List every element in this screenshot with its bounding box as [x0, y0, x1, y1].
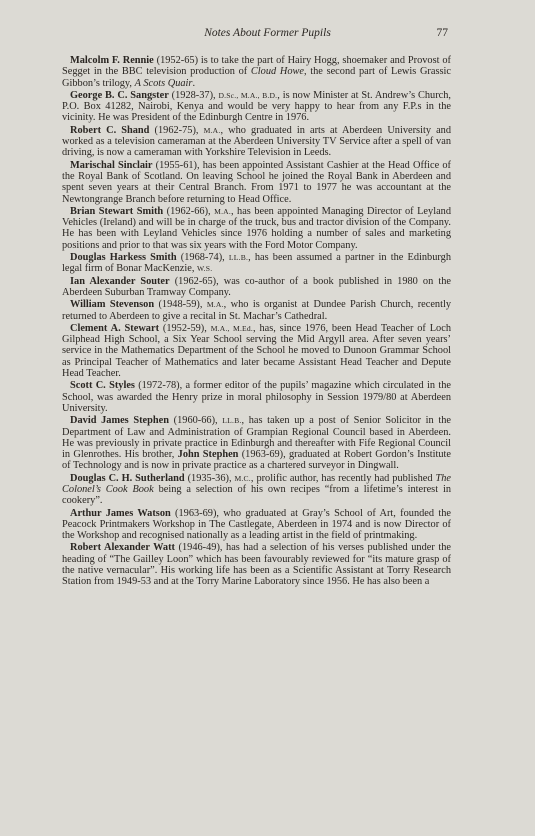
note-text: (1962-75), — [149, 124, 204, 136]
note-text: (1963-69), who graduated at Gray’s School of Art, founded the Peacock Printmakers Workshop in The Castlegate, Aberdeen in 1974 and is now Director of the Workshop and recognised nationally as a leading artist in the field of printmaking. — [62, 507, 451, 542]
note-text: , has taken up a post of Senior Solicitor in the Department of Law and Administration of Grampian Regional Council based in Aberdeen. He was previously in private practice in Edinburgh and thereafter with Fife Regional Council in Glenrothes. His brother, — [62, 415, 452, 461]
pupil-note-entry — [62, 542, 451, 587]
note-text: , is now Minister at St. Andrew’s Church, P.O. Box 41282, Nairobi, Kenya and would be very happy to hear from any F.P.s in the vicinity. He was President of the Edinburgh Centre in 1976. — [62, 89, 451, 124]
note-text: , who graduated in arts at Aberdeen University and worked as a television cameraman at the Aberdeen University TV Service after a spell of van driving, is now a cameraman with Yorkshire Television in Leeds. — [62, 124, 452, 159]
title-italic: The Colonel’s Cook Book — [62, 472, 451, 495]
pupil-name: Ian Alexander Souter — [70, 275, 170, 287]
notes-body — [62, 55, 451, 589]
degree-abbrev: LL.B. — [222, 416, 242, 426]
pupil-note-entry — [62, 160, 451, 205]
pupil-name: Malcolm F. Rennie — [70, 55, 154, 66]
note-text: , has, since 1976, been Head Teacher of Loch Gilphead High School, a Six Year School serving the Mid Argyll area. After seven years’ service in the Mathematics Department of the School he moved to Dunoon Grammar School as Principal Teacher of Mathematics and later became Assistant Head Teacher and Depute Head Teacher. — [62, 322, 451, 380]
pupil-name: John Stephen — [177, 449, 239, 461]
page-number: 77 — [436, 27, 448, 39]
pupil-note-entry — [62, 323, 451, 379]
note-text: , has been assumed a partner in the Edinburgh legal firm of Bonar MacKenzie, — [62, 252, 451, 275]
note-text: (1962-66), — [163, 205, 215, 217]
degree-abbrev: M.A. — [214, 206, 231, 216]
pupil-note-entry — [62, 415, 451, 471]
note-text: (1963-69), graduated at Robert Gordon’s Institute of Technology and is now in private practice as a chartered surveyor in Dingwall. — [62, 449, 451, 472]
pupil-name: Arthur James Watson — [70, 507, 171, 519]
pupil-note-entry — [62, 55, 451, 89]
degree-abbrev: M.A. — [206, 300, 224, 310]
pupil-name: Douglas C. H. Sutherland — [70, 472, 185, 484]
note-text: , who is organist at Dundee Parish Church, recently returned to Aberdeen to give a recital in St. Machar’s Cathedral. — [62, 299, 452, 322]
pupil-name: William Stevenson — [70, 299, 155, 311]
note-text: (1952-59), — [159, 322, 211, 334]
note-text: , prolific author, has recently had published — [250, 472, 436, 484]
pupil-name: Scott C. Styles — [70, 380, 135, 392]
pupil-name: George B. C. Sangster — [70, 89, 169, 101]
pupil-note-entry — [62, 299, 451, 322]
title-italic: A Scots Quair — [134, 77, 193, 89]
degree-abbrev: M.A. — [203, 125, 221, 135]
note-text: (1935-36), — [184, 472, 235, 484]
pupil-note-entry — [62, 125, 451, 159]
note-text: (1946-49), has had a selection of his verses published under the heading of “The Gailley Loon” which has been favourably reviewed for “its mature grasp of the native vernacular”. His working life has been as a Scientific Assistant at Torry Research Station from 1949-53 and at the Torry Marine Laboratory since 1956. He has also been a — [62, 542, 451, 588]
pupil-note-entry — [62, 380, 451, 414]
pupil-name: David James Stephen — [70, 415, 169, 427]
pupil-name: Marischal Sinclair — [70, 159, 153, 171]
pupil-name: Robert Alexander Watt — [70, 542, 175, 554]
degree-abbrev: W.S. — [197, 264, 213, 274]
note-text: (1962-65), was co-author of a book published in 1980 on the Aberdeen Suburban Tramway Company. — [62, 275, 451, 298]
degree-abbrev: M.A., M.Ed. — [210, 323, 253, 333]
note-text: (1955-61), has been appointed Assistant Cashier at the Head Office of the Royal Bank of Scotland. On leaving School he joined the Royal Bank in Aberdeen and spent seven years at their Central Branch. From 1971 to 1977 he was accountant at the Newtongrange Branch before returning to Head Office. — [62, 159, 451, 205]
note-text: , has been appointed Managing Director of Leyland Vehicles (Ireland) and will be in charge of the truck, bus and tractor division of the Company. He has been with Leyland Vehicles since 1976 holding a number of sales and marketing positions and prior to that was six years with the Ford Motor Company. — [62, 205, 452, 251]
pupil-note-entry — [62, 276, 451, 299]
pupil-name: Robert C. Shand — [70, 124, 150, 136]
title-italic: Cloud Howe — [250, 66, 304, 78]
running-title: Notes About Former Pupils — [204, 27, 331, 39]
note-text: (1948-59), — [154, 299, 207, 311]
note-text: (1952-65) is to take the part of Hairy Hogg, shoemaker and Provost of Segget in the BBC television production of — [62, 55, 451, 78]
pupil-note-entry — [62, 508, 451, 542]
degree-abbrev: M.C. — [234, 473, 251, 483]
note-text: , the second part of Lewis Grassic Gibbon’s trilogy, — [62, 66, 451, 89]
pupil-note-entry — [62, 206, 451, 251]
note-text: . — [192, 77, 196, 89]
pupil-name: Douglas Harkess Smith — [70, 252, 177, 264]
pupil-note-entry — [62, 90, 451, 124]
degree-abbrev: D.Sc., M.A., B.D. — [218, 90, 278, 100]
pupil-name: Clement A. Stewart — [70, 322, 160, 334]
pupil-name: Brian Stewart Smith — [70, 205, 164, 217]
page-header — [0, 27, 535, 43]
note-text: (1928-37), — [168, 89, 219, 101]
note-text: (1972-78), a former editor of the pupils’ magazine which circulated in the School, was awarded the Henry prize in moral philosophy in Session 1979/80 at Aberdeen University. — [62, 380, 451, 414]
note-text: (1960-66), — [169, 415, 223, 427]
pupil-note-entry — [62, 473, 451, 507]
note-text: being a selection of his own recipes “from a lifetime’s interest in cookery”. — [62, 483, 451, 507]
degree-abbrev: LL.B. — [228, 253, 249, 263]
pupil-note-entry — [62, 252, 451, 275]
note-text: (1968-74), — [176, 252, 229, 264]
